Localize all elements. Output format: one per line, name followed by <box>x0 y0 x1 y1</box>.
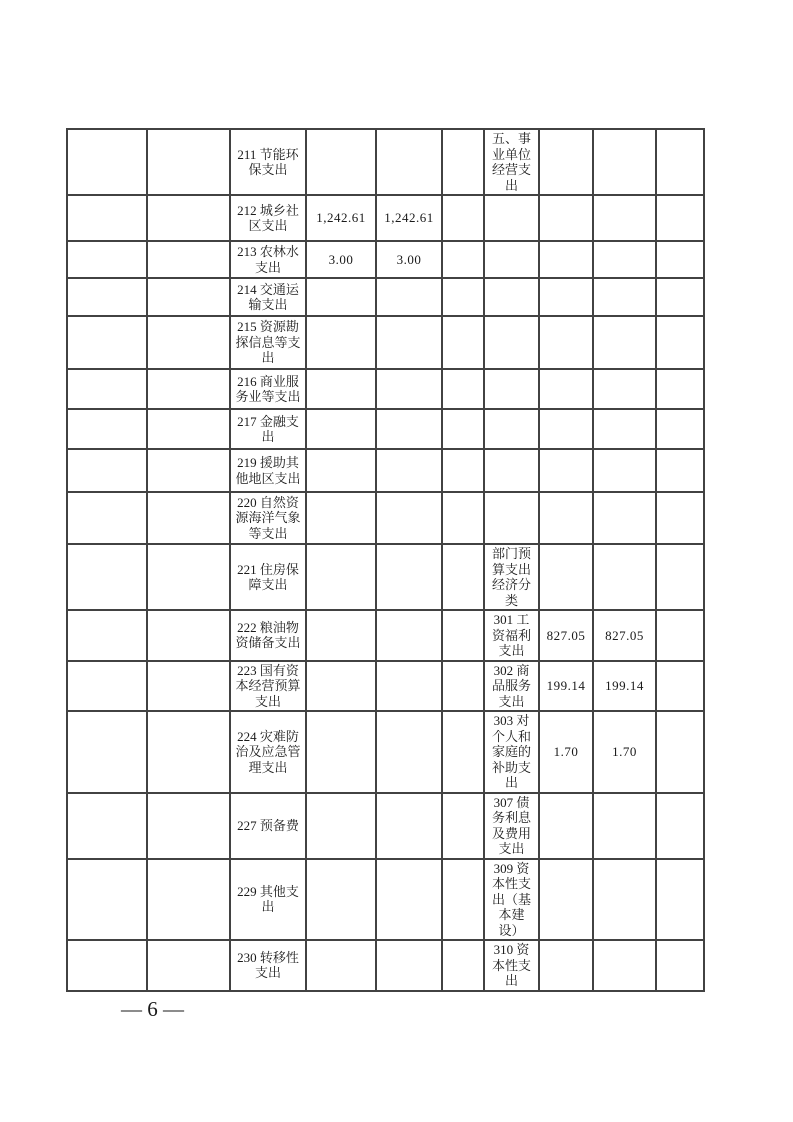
functional-item-cell: 221 住房保障支出 <box>230 544 306 610</box>
table-cell <box>656 793 704 859</box>
table-row <box>67 610 704 661</box>
table-cell <box>656 409 704 449</box>
amount-cell <box>306 793 376 859</box>
table-cell <box>656 859 704 941</box>
table-cell <box>67 711 147 793</box>
amount-cell <box>306 610 376 661</box>
table-cell <box>656 492 704 544</box>
amount-cell: 3.00 <box>306 241 376 278</box>
amount-cell <box>593 940 656 991</box>
table-cell <box>147 449 230 492</box>
table-cell <box>67 278 147 316</box>
amount-cell <box>593 278 656 316</box>
table-cell <box>147 129 230 195</box>
table-cell <box>656 661 704 712</box>
table-cell <box>442 278 484 316</box>
amount-cell <box>539 241 593 278</box>
economic-item-cell <box>484 492 539 544</box>
amount-cell <box>539 859 593 941</box>
amount-cell <box>306 492 376 544</box>
amount-cell: 827.05 <box>593 610 656 661</box>
economic-item-cell: 303 对个人和家庭的补助支出 <box>484 711 539 793</box>
table-cell <box>147 661 230 712</box>
budget-table <box>66 128 705 992</box>
amount-cell <box>376 544 442 610</box>
functional-item-cell: 215 资源勘探信息等支出 <box>230 316 306 369</box>
table-cell <box>147 544 230 610</box>
economic-item-cell: 部门预算支出经济分类 <box>484 544 539 610</box>
amount-cell <box>539 492 593 544</box>
amount-cell <box>306 940 376 991</box>
amount-cell <box>376 859 442 941</box>
amount-cell <box>593 409 656 449</box>
table-cell <box>67 241 147 278</box>
amount-cell <box>376 661 442 712</box>
amount-cell <box>306 544 376 610</box>
table-cell <box>147 793 230 859</box>
amount-cell <box>593 492 656 544</box>
amount-cell <box>376 940 442 991</box>
amount-cell <box>306 369 376 409</box>
amount-cell <box>539 940 593 991</box>
amount-cell <box>539 793 593 859</box>
amount-cell <box>376 129 442 195</box>
economic-item-cell: 五、事业单位经营支出 <box>484 129 539 195</box>
amount-cell: 3.00 <box>376 241 442 278</box>
table-cell <box>656 449 704 492</box>
amount-cell <box>593 316 656 369</box>
table-cell <box>442 409 484 449</box>
table-cell <box>442 129 484 195</box>
amount-cell <box>539 195 593 241</box>
amount-cell <box>593 449 656 492</box>
amount-cell <box>306 711 376 793</box>
table-cell <box>656 610 704 661</box>
functional-item-cell: 230 转移性支出 <box>230 940 306 991</box>
economic-item-cell <box>484 316 539 369</box>
amount-cell: 827.05 <box>539 610 593 661</box>
economic-item-cell <box>484 369 539 409</box>
table-cell <box>67 369 147 409</box>
amount-cell <box>593 241 656 278</box>
table-cell <box>67 544 147 610</box>
economic-item-cell: 301 工资福利支出 <box>484 610 539 661</box>
table-cell <box>442 661 484 712</box>
functional-item-cell: 220 自然资源海洋气象等支出 <box>230 492 306 544</box>
table-cell <box>67 492 147 544</box>
table-cell <box>656 241 704 278</box>
table-cell <box>656 195 704 241</box>
economic-item-cell: 310 资本性支出 <box>484 940 539 991</box>
table-cell <box>67 129 147 195</box>
economic-item-cell <box>484 241 539 278</box>
amount-cell: 1,242.61 <box>376 195 442 241</box>
amount-cell <box>376 711 442 793</box>
amount-cell <box>593 544 656 610</box>
table-cell <box>442 711 484 793</box>
functional-item-cell: 216 商业服务业等支出 <box>230 369 306 409</box>
table-row <box>67 195 704 241</box>
table-row <box>67 661 704 712</box>
economic-item-cell <box>484 195 539 241</box>
functional-item-cell: 211 节能环保支出 <box>230 129 306 195</box>
amount-cell <box>306 449 376 492</box>
table-cell <box>147 409 230 449</box>
table-cell <box>67 610 147 661</box>
table-cell <box>147 195 230 241</box>
amount-cell <box>376 278 442 316</box>
functional-item-cell: 217 金融支出 <box>230 409 306 449</box>
functional-item-cell: 213 农林水支出 <box>230 241 306 278</box>
table-cell <box>147 492 230 544</box>
table-cell <box>442 449 484 492</box>
table-cell <box>147 859 230 941</box>
functional-item-cell: 212 城乡社区支出 <box>230 195 306 241</box>
amount-cell <box>376 492 442 544</box>
amount-cell: 199.14 <box>593 661 656 712</box>
table-row <box>67 492 704 544</box>
table-row <box>67 711 704 793</box>
table-cell <box>442 492 484 544</box>
economic-item-cell: 302 商品服务支出 <box>484 661 539 712</box>
table-cell <box>67 940 147 991</box>
table-row <box>67 409 704 449</box>
amount-cell: 199.14 <box>539 661 593 712</box>
table-row <box>67 241 704 278</box>
table-cell <box>442 316 484 369</box>
amount-cell <box>539 129 593 195</box>
functional-item-cell: 222 粮油物资储备支出 <box>230 610 306 661</box>
table-row <box>67 369 704 409</box>
table-cell <box>147 940 230 991</box>
table-cell <box>656 940 704 991</box>
amount-cell <box>376 409 442 449</box>
functional-item-cell: 227 预备费 <box>230 793 306 859</box>
amount-cell: 1,242.61 <box>306 195 376 241</box>
table-cell <box>67 859 147 941</box>
amount-cell <box>376 369 442 409</box>
table-cell <box>656 544 704 610</box>
amount-cell <box>376 610 442 661</box>
table-cell <box>442 793 484 859</box>
economic-item-cell: 307 债务利息及费用支出 <box>484 793 539 859</box>
amount-cell <box>539 409 593 449</box>
amount-cell <box>593 369 656 409</box>
amount-cell <box>539 449 593 492</box>
amount-cell <box>539 369 593 409</box>
amount-cell <box>306 316 376 369</box>
amount-cell <box>376 449 442 492</box>
economic-item-cell: 309 资本性支出（基本建设） <box>484 859 539 941</box>
table-cell <box>656 129 704 195</box>
amount-cell: 1.70 <box>539 711 593 793</box>
amount-cell <box>306 409 376 449</box>
table-cell <box>147 369 230 409</box>
amount-cell <box>376 316 442 369</box>
table-row <box>67 544 704 610</box>
amount-cell <box>593 793 656 859</box>
functional-item-cell: 223 国有资本经营预算支出 <box>230 661 306 712</box>
amount-cell <box>593 129 656 195</box>
table-cell <box>442 544 484 610</box>
table-row <box>67 278 704 316</box>
table-cell <box>147 241 230 278</box>
amount-cell: 1.70 <box>593 711 656 793</box>
table-cell <box>67 661 147 712</box>
table-cell <box>147 610 230 661</box>
amount-cell <box>306 859 376 941</box>
table-row <box>67 859 704 941</box>
functional-item-cell: 219 援助其他地区支出 <box>230 449 306 492</box>
table-row <box>67 316 704 369</box>
amount-cell <box>593 195 656 241</box>
table-row <box>67 793 704 859</box>
table-cell <box>67 409 147 449</box>
table-row <box>67 129 704 195</box>
page-number: — 6 — <box>121 997 184 1021</box>
amount-cell <box>593 859 656 941</box>
economic-item-cell <box>484 409 539 449</box>
table-cell <box>442 369 484 409</box>
economic-item-cell <box>484 449 539 492</box>
table-cell <box>67 195 147 241</box>
table-cell <box>656 369 704 409</box>
amount-cell <box>306 661 376 712</box>
table-cell <box>442 859 484 941</box>
table-cell <box>147 278 230 316</box>
table-cell <box>442 195 484 241</box>
table-cell <box>147 316 230 369</box>
amount-cell <box>376 793 442 859</box>
table-cell <box>147 711 230 793</box>
table-cell <box>67 316 147 369</box>
table-cell <box>67 793 147 859</box>
table-cell <box>656 316 704 369</box>
table-cell <box>442 241 484 278</box>
functional-item-cell: 214 交通运输支出 <box>230 278 306 316</box>
table-cell <box>442 610 484 661</box>
table-cell <box>67 449 147 492</box>
table-row <box>67 449 704 492</box>
table-cell <box>656 711 704 793</box>
functional-item-cell: 229 其他支出 <box>230 859 306 941</box>
table-row <box>67 940 704 991</box>
economic-item-cell <box>484 278 539 316</box>
amount-cell <box>539 316 593 369</box>
amount-cell <box>306 129 376 195</box>
amount-cell <box>539 278 593 316</box>
functional-item-cell: 224 灾难防治及应急管理支出 <box>230 711 306 793</box>
amount-cell <box>306 278 376 316</box>
amount-cell <box>539 544 593 610</box>
table-cell <box>656 278 704 316</box>
table-cell <box>442 940 484 991</box>
